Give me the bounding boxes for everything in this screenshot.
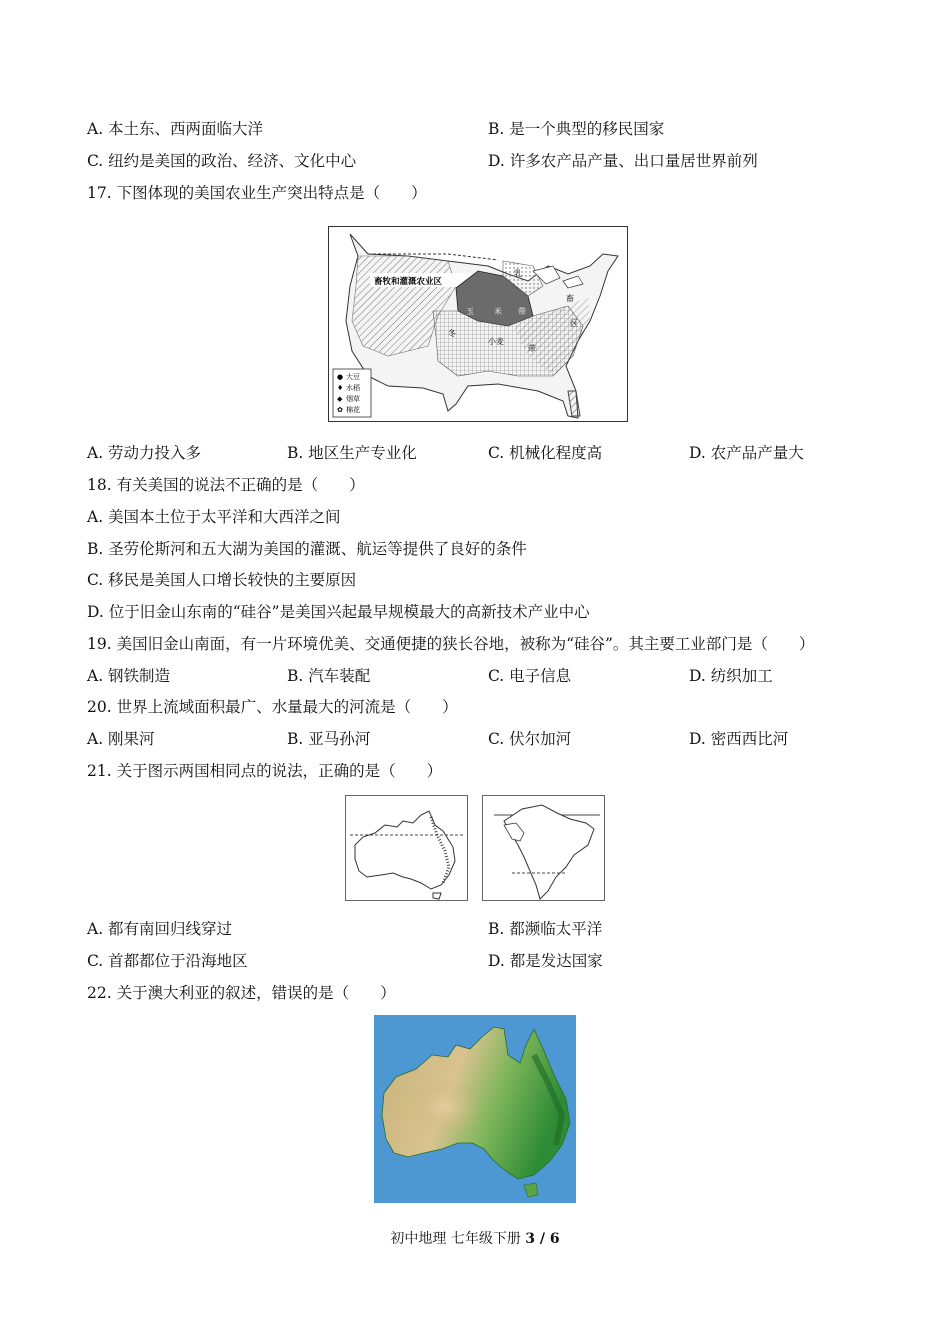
q19-option-c: C. 电子信息 <box>488 667 572 685</box>
q20-option-c: C. 伏尔加河 <box>488 730 572 748</box>
q19-option-d: D. 纺织加工 <box>689 667 773 685</box>
q17-option-c: C. 机械化程度高 <box>488 444 603 462</box>
svg-text:玉: 玉 <box>466 307 474 316</box>
q21-option-d: D. 都是发达国家 <box>488 952 603 970</box>
footer-subject: 初中地理 七年级下册 <box>390 1231 521 1247</box>
usa-agriculture-map <box>328 226 628 422</box>
q19-stem: 19. 美国旧金山南面，有一片环境优美、交通便捷的狭长谷地，被称为“硅谷”。其主要工业部门是（ ） <box>87 635 815 653</box>
svg-text:带: 带 <box>518 307 526 316</box>
svg-text:乳: 乳 <box>514 269 522 278</box>
q20-stem: 20. 世界上流域面积最广、水量最大的河流是（ ） <box>87 698 458 716</box>
q21-option-a: A. 都有南回归线穿过 <box>87 920 233 938</box>
svg-text:冬: 冬 <box>448 329 456 338</box>
legend-soybean: 大豆 <box>346 373 360 381</box>
svg-text:♦: ♦ <box>337 384 344 392</box>
q20-option-b: B. 亚马孙河 <box>287 730 371 748</box>
q16-option-a: A. 本土东、西两面临大洋 <box>87 120 264 138</box>
q17-options <box>87 443 867 463</box>
legend-rice: 水稻 <box>346 384 360 392</box>
footer-page-number: 3 / 6 <box>525 1231 560 1247</box>
q20-option-a: A. 刚果河 <box>87 730 155 748</box>
svg-text:✿: ✿ <box>337 406 343 414</box>
q21-options-row1 <box>87 919 867 939</box>
q18-option-a: A. 美国本土位于太平洋和大西洋之间 <box>87 508 341 526</box>
svg-text:畜: 畜 <box>566 294 574 303</box>
q16-options-row1 <box>87 119 867 139</box>
q16-option-c: C. 纽约是美国的政治、经济、文化中心 <box>87 152 357 170</box>
svg-text:●: ● <box>337 373 344 381</box>
q22-stem: 22. 关于澳大利亚的叙述，错误的是（ ） <box>87 984 396 1002</box>
q18-stem: 18. 有关美国的说法不正确的是（ ） <box>87 476 365 494</box>
q18-option-d: D. 位于旧金山东南的“硅谷”是美国兴起最早规模最大的高新技术产业中心 <box>87 603 590 621</box>
svg-text:区: 区 <box>570 319 578 328</box>
page-footer <box>0 1228 950 1248</box>
q16-option-d: D. 许多农产品产量、出口量居世界前列 <box>488 152 758 170</box>
q18-option-c: C. 移民是美国人口增长较快的主要原因 <box>87 571 357 589</box>
q21-options-row2 <box>87 951 867 971</box>
south-america-country-outline-map <box>482 795 605 901</box>
q16-option-b: B. 是一个典型的移民国家 <box>488 120 665 138</box>
q20-options <box>87 729 867 749</box>
svg-text:小麦: 小麦 <box>488 337 504 346</box>
q19-option-a: A. 钢铁制造 <box>87 667 171 685</box>
livestock-region-label: 畜牧和灌溉农业区 <box>374 277 443 287</box>
q17-option-b: B. 地区生产专业化 <box>287 444 417 462</box>
australia-outline-map <box>345 795 468 901</box>
australia-relief-map <box>374 1015 576 1203</box>
q21-option-b: B. 都濒临太平洋 <box>488 920 603 938</box>
q18-option-b: B. 圣劳伦斯河和五大湖为美国的灌溉、航运等提供了良好的条件 <box>87 540 527 558</box>
q19-options <box>87 666 867 686</box>
q17-stem: 17. 下图体现的美国农业生产突出特点是（ ） <box>87 184 427 202</box>
legend-cotton: 棉花 <box>346 406 360 414</box>
q17-option-d: D. 农产品产量大 <box>689 444 804 462</box>
q21-option-c: C. 首都都位于沿海地区 <box>87 952 248 970</box>
q20-option-d: D. 密西西比河 <box>689 730 789 748</box>
q21-stem: 21. 关于图示两国相同点的说法，正确的是（ ） <box>87 762 443 780</box>
q16-options-row2 <box>87 151 867 171</box>
svg-text:◆: ◆ <box>337 395 343 403</box>
svg-text:米: 米 <box>494 307 502 316</box>
q17-option-a: A. 劳动力投入多 <box>87 444 202 462</box>
legend-tobacco: 烟草 <box>346 395 360 403</box>
q19-option-b: B. 汽车装配 <box>287 667 371 685</box>
svg-text:带: 带 <box>528 344 536 353</box>
